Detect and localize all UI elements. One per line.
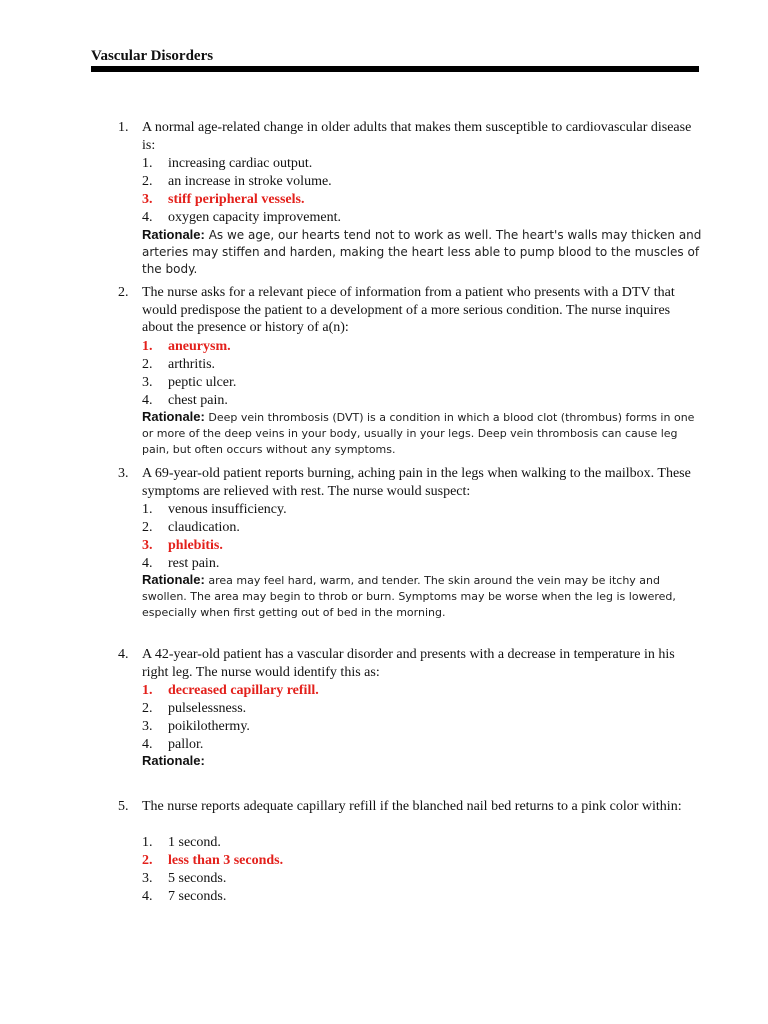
rationale-label: Rationale: [142, 409, 201, 424]
option-text: peptic ulcer.: [168, 375, 237, 390]
option-number: 2.: [142, 701, 153, 716]
rationale-block: [142, 752, 707, 770]
option-text: oxygen capacity improvement.: [168, 210, 341, 225]
document-title: Vascular Disorders: [91, 48, 214, 64]
rationale-block: [142, 226, 707, 278]
option-number: 1.: [142, 683, 153, 698]
question-stem: The nurse reports adequate capillary refill if the blanched nail bed returns to a pink color within:: [142, 799, 682, 814]
option-text: rest pain.: [168, 556, 220, 571]
question-stem: A 42-year-old patient has a vascular disorder and presents with a decrease in temperature in his right leg. The nurse would identify this as:: [142, 647, 675, 680]
question-number: 5.: [118, 799, 129, 814]
rationale-separator: :: [200, 572, 205, 587]
rationale-label: Rationale: [142, 227, 201, 242]
option-text: 7 seconds.: [168, 889, 227, 904]
option-number: 3.: [142, 375, 153, 390]
option-text: venous insufficiency.: [168, 502, 287, 517]
option-number: 3.: [142, 871, 153, 886]
question-stem: A 69-year-old patient reports burning, aching pain in the legs when walking to the mailbox. These symptoms are relieved with rest. The nurse would suspect:: [142, 466, 691, 499]
option-number: 4.: [142, 889, 153, 904]
option-number: 1.: [142, 502, 153, 517]
option-number: 4.: [142, 556, 153, 571]
option-number: 1.: [142, 835, 153, 850]
option-number: 4.: [142, 737, 153, 752]
option-number: 2.: [142, 520, 153, 535]
rationale-separator: :: [200, 753, 205, 768]
option-number: 4.: [142, 210, 153, 225]
option-text: 5 seconds.: [168, 871, 227, 886]
rationale-text: As we age, our hearts tend not to work as well. The heart's walls may thicken and arteries may stiffen and harden, making the heart less able to pump blood to the muscles of the body.: [142, 228, 702, 276]
question-number: 2.: [118, 285, 129, 300]
option-text: decreased capillary refill.: [168, 683, 319, 698]
rationale-text: area may feel hard, warm, and tender. The skin around the vein may be itchy and swollen. The area may begin to throb or burn. Symptoms may be worse when the leg is lowered, especially when first getting out of bed in the morning.: [142, 574, 676, 619]
option-text: arthritis.: [168, 357, 216, 372]
option-text: claudication.: [168, 520, 240, 535]
option-number: 1.: [142, 156, 153, 171]
option-text: less than 3 seconds.: [168, 853, 284, 868]
option-text: pulselessness.: [168, 701, 247, 716]
rationale-separator: :: [200, 227, 205, 242]
question-number: 3.: [118, 466, 129, 481]
option-number: 2.: [142, 174, 153, 189]
option-number: 4.: [142, 393, 153, 408]
rationale-block: [142, 572, 707, 621]
rationale-separator: :: [200, 409, 205, 424]
option-number: 2.: [142, 357, 153, 372]
option-number: 3.: [142, 192, 153, 207]
rationale-label: Rationale: [142, 753, 201, 768]
question-stem: A normal age-related change in older adults that makes them susceptible to cardiovascular disease is:: [142, 120, 692, 153]
question-number: 1.: [118, 120, 129, 135]
rationale-label: Rationale: [142, 572, 201, 587]
rationale-text: Deep vein thrombosis (DVT) is a condition in which a blood clot (thrombus) forms in one or more of the deep veins in your body, usually in your legs. Deep vein thrombosis can cause leg pain, but often occurs without any symptoms.: [142, 411, 695, 456]
question-number: 4.: [118, 647, 129, 662]
title-divider: [91, 66, 699, 72]
rationale-block: [142, 409, 707, 458]
option-text: pallor.: [168, 737, 204, 752]
option-text: increasing cardiac output.: [168, 156, 313, 171]
option-text: an increase in stroke volume.: [168, 174, 332, 189]
option-text: phlebitis.: [168, 538, 223, 553]
option-number: 2.: [142, 853, 153, 868]
question-stem: The nurse asks for a relevant piece of information from a patient who presents with a DTV that would predispose the patient to a development of a more serious condition. The nurse inquires about the presence or history of a(n):: [142, 285, 675, 335]
option-number: 3.: [142, 719, 153, 734]
option-number: 1.: [142, 339, 153, 354]
option-number: 3.: [142, 538, 153, 553]
option-text: poikilothermy.: [168, 719, 250, 734]
option-text: chest pain.: [168, 393, 228, 408]
option-text: aneurysm.: [168, 339, 231, 354]
option-text: 1 second.: [168, 835, 221, 850]
option-text: stiff peripheral vessels.: [168, 192, 305, 207]
